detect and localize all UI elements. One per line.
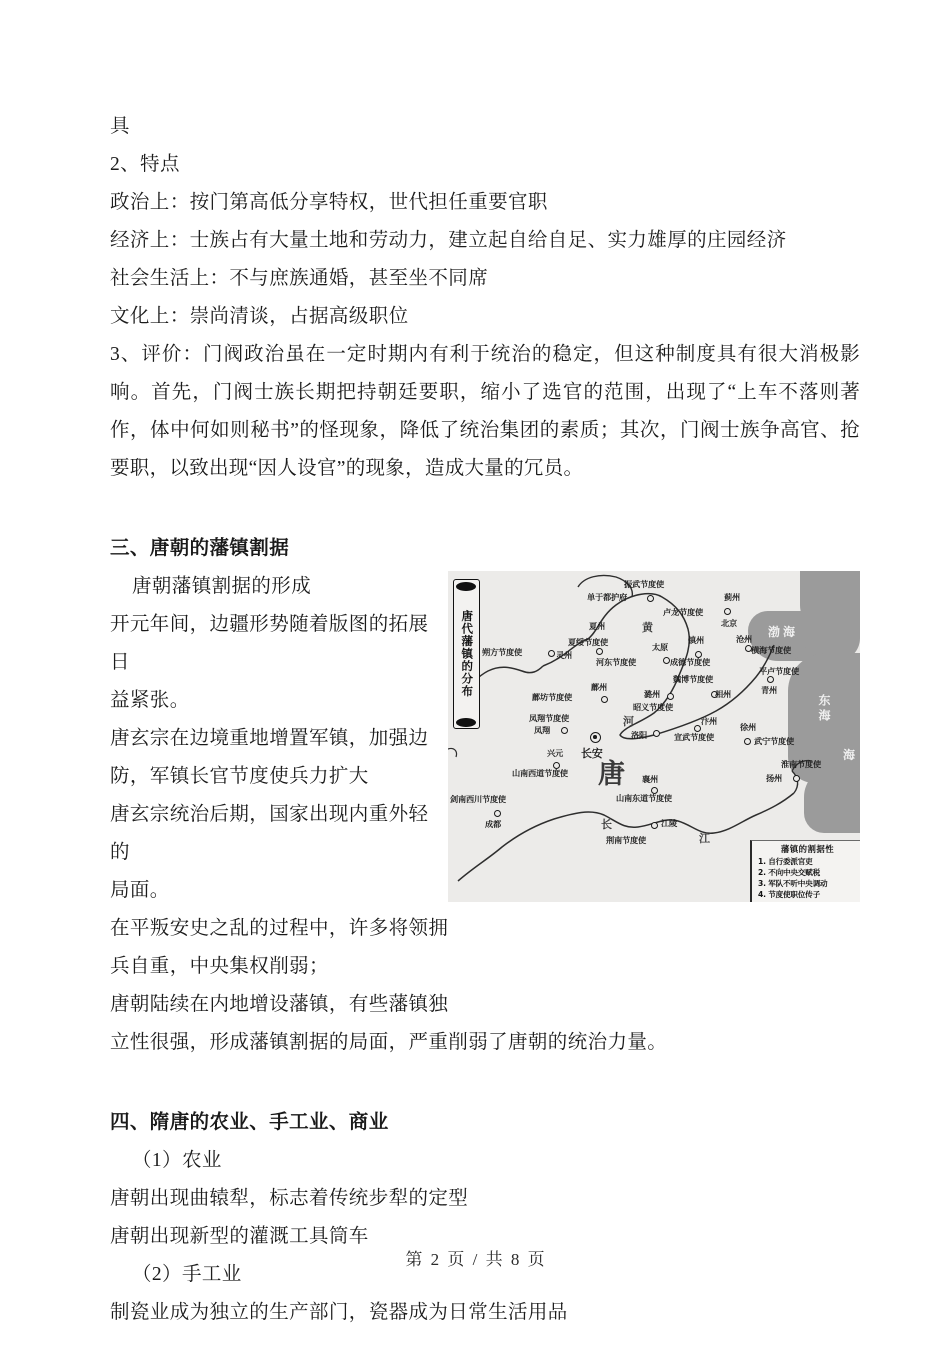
section-three-line: 唐玄宗统治后期，国家出现内重外轻的 bbox=[110, 804, 429, 863]
section-four-item: （2）手工业 bbox=[132, 1264, 242, 1285]
section-three-line: 兵自重，中央集权削弱； bbox=[110, 956, 329, 977]
city-dot bbox=[653, 730, 660, 737]
legend-item: 1. 自行委派官吏 bbox=[758, 856, 813, 866]
map-label-xiangzhou: 相州 bbox=[715, 689, 731, 699]
map-label-xiasui-jiedushi: 夏绥节度使 bbox=[568, 637, 608, 647]
map-label-qingzhou: 青州 bbox=[761, 685, 777, 695]
legend-item: 3. 军队不听中央调动 bbox=[758, 879, 828, 889]
capital-dot-changan bbox=[590, 732, 601, 743]
city-dot bbox=[561, 727, 568, 734]
city-dot bbox=[548, 650, 555, 657]
city-dot bbox=[767, 676, 774, 683]
body-line: 社会生活上：不与庶族通婚，甚至坐不同席 bbox=[110, 268, 489, 289]
section-three-line: 防，军镇长官节度使兵力扩大 bbox=[110, 766, 369, 787]
map-label-lulong-jiedushi: 卢龙节度使 bbox=[663, 607, 703, 617]
section-three-line: 唐玄宗在边境重地增置军镇，加强边 bbox=[110, 728, 429, 749]
map-label-chengdu: 成都 bbox=[485, 819, 501, 829]
city-dot bbox=[647, 595, 654, 602]
body-line: 经济上：士族占有大量土地和劳动力，建立起自给自足、实力雄厚的庄园经济 bbox=[110, 230, 787, 251]
page-footer: 第 2 页 / 共 8 页 bbox=[405, 1250, 547, 1269]
map-label-cangzhou: 沧州 bbox=[736, 634, 752, 644]
city-dot bbox=[744, 738, 751, 745]
section-four-item: 唐朝出现新型的灌溉工具筒车 bbox=[110, 1226, 369, 1247]
map-title-text: 唐代藩镇的分布 bbox=[460, 610, 475, 698]
section-three-line: 开元年间，边疆形势随着版图的拓展日 bbox=[110, 614, 429, 673]
map-label-wuning-jiedushi: 武宁节度使 bbox=[754, 736, 794, 746]
map-legend bbox=[750, 840, 860, 902]
map-label-shanyu-duhufu: 单于都护府 bbox=[587, 592, 627, 602]
map-label-hedong-jiedushi: 河东节度使 bbox=[596, 657, 636, 667]
map-label-pinglu-jiedushi: 平卢节度使 bbox=[759, 666, 799, 676]
map-label-jiangling: 江陵 bbox=[661, 818, 677, 828]
map-label-yangzhou: 扬州 bbox=[766, 773, 782, 783]
section-four-heading: 四、隋唐的农业、手工业、商业 bbox=[110, 1112, 389, 1133]
map-label-fengxiang: 凤翔 bbox=[534, 725, 550, 735]
city-dot bbox=[596, 648, 603, 655]
city-dot bbox=[601, 696, 608, 703]
map-label-jizhou: 蓟州 bbox=[724, 592, 740, 602]
map-label-shuofang-jiedushi: 朔方节度使 bbox=[482, 647, 522, 657]
document-body bbox=[110, 108, 860, 1332]
map-label-shannanxidao-jiedushi: 山南西道节度使 bbox=[512, 768, 568, 778]
section-three-flow bbox=[110, 568, 860, 1062]
city-dot bbox=[793, 775, 800, 782]
section-three-subheading: 唐朝藩镇割据的形成 bbox=[132, 576, 312, 597]
legend-item: 2. 不向中央交赋税 bbox=[758, 867, 820, 877]
section-four-item: 制瓷业成为独立的生产部门，瓷器成为日常生活用品 bbox=[110, 1302, 568, 1323]
map-label-huainan-jiedushi: 淮南节度使 bbox=[781, 759, 821, 769]
map-label-zhenzhou: 镇州 bbox=[688, 635, 704, 645]
map-label-lingzhou: 灵州 bbox=[556, 650, 572, 660]
city-dot bbox=[651, 822, 658, 829]
section-three-line: 局面。 bbox=[110, 880, 170, 901]
legend-title: 藩镇的割据性 bbox=[780, 844, 835, 854]
section-three-heading: 三、唐朝的藩镇割据 bbox=[110, 538, 290, 559]
map-label-bianzhou: 汴州 bbox=[701, 716, 717, 726]
map-label-luzhou: 潞州 bbox=[644, 689, 660, 699]
map-label-xiangzhou-south: 襄州 bbox=[642, 774, 658, 784]
map-label-fuzhou: 鄜州 bbox=[591, 682, 607, 692]
section-four-item: 唐朝出现曲辕犁，标志着传统步犁的定型 bbox=[110, 1188, 469, 1209]
dynasty-label: 唐 bbox=[598, 759, 625, 790]
map-label-zhaoyi-jiedushi: 昭义节度使 bbox=[633, 702, 673, 712]
map-label-xuzhou: 徐州 bbox=[740, 722, 756, 732]
body-line: 具 bbox=[110, 116, 130, 137]
spacer bbox=[110, 1062, 860, 1104]
map-title-banner bbox=[453, 579, 480, 729]
river-label-jiang: 江 bbox=[699, 832, 710, 845]
section-four-item: （1）农业 bbox=[132, 1150, 222, 1171]
section-three-line: 唐朝陆续在内地增设藩镇，有些藩镇独 bbox=[110, 994, 449, 1015]
map-label-taiyuan: 太原 bbox=[652, 642, 668, 652]
river-label-he: 河 bbox=[623, 715, 634, 728]
body-line: 文化上：崇尚清谈，占据高级职位 bbox=[110, 306, 409, 327]
spacer bbox=[110, 488, 860, 530]
city-dot bbox=[667, 693, 674, 700]
map-label-chengde-jiedushi: 成德节度使 bbox=[670, 657, 710, 667]
river-label-chang: 长 bbox=[601, 818, 612, 831]
evaluation-paragraph: 3、评价：门阀政治虽在一定时期内有利于统治的稳定，但这种制度具有很大消极影响。首先，门阀士族长期把持朝廷要职，缩小了选官的范围，出现了“上车不落则著作，体中何如则秘书”的怪现象，降低了统治集团的素质；其次，门阀士族争高官、抢要职，以致出现“因人设官”的现象，造成大量的冗员。 bbox=[110, 344, 860, 479]
map-label-luoyang: 洛阳 bbox=[631, 730, 647, 740]
map-label-zhenwu-jiedushi: 振武节度使 bbox=[624, 579, 664, 589]
sea-label-bohai: 渤海 bbox=[768, 625, 799, 639]
map-label-shannandongdao-jiedushi: 山南东道节度使 bbox=[616, 793, 672, 803]
body-line: 2、特点 bbox=[110, 154, 180, 175]
section-three-line: 益紧张。 bbox=[110, 690, 190, 711]
map-label-jingnan-jiedushi: 荆南节度使 bbox=[606, 835, 646, 845]
map-label-fufang-jiedushi: 鄜坊节度使 bbox=[532, 692, 572, 702]
sea-label-donghai: 东海 bbox=[817, 694, 831, 724]
city-dot bbox=[724, 608, 731, 615]
body-line: 政治上：按门第高低分享特权，世代担任重要官职 bbox=[110, 192, 548, 213]
map-figure bbox=[448, 571, 860, 902]
map-label-changan: 长安 bbox=[581, 747, 603, 760]
map-label-henghai-jiedushi: 横海节度使 bbox=[751, 645, 791, 655]
legend-item: 4. 节度使职位传子 bbox=[758, 890, 820, 900]
section-three-line: 在平叛安史之乱的过程中，许多将领拥 bbox=[110, 918, 449, 939]
map-label-xuanwu-jiedushi: 宣武节度使 bbox=[674, 732, 714, 742]
map-label-weibo-jiedushi: 魏博节度使 bbox=[673, 674, 713, 684]
map-label-xingyuan: 兴元 bbox=[547, 748, 563, 758]
city-dot bbox=[663, 657, 670, 664]
sea-label-hai: 海 bbox=[843, 748, 859, 762]
river-label-huanghe: 黄 bbox=[642, 621, 653, 634]
map-label-xiazhou: 夏州 bbox=[589, 621, 605, 631]
section-three-wrap-line: 立性很强，形成藩镇割据的局面，严重削弱了唐朝的统治力量。 bbox=[110, 1032, 668, 1053]
map-label-fengxiang-jiedushi: 凤翔节度使 bbox=[529, 713, 569, 723]
city-dot bbox=[694, 725, 701, 732]
map-label-jiannanxichuan-jiedushi: 剑南西川节度使 bbox=[450, 794, 506, 804]
city-dot bbox=[494, 810, 501, 817]
tang-fanzhen-map bbox=[448, 571, 860, 902]
map-label-beijing: 北京 bbox=[721, 618, 737, 628]
